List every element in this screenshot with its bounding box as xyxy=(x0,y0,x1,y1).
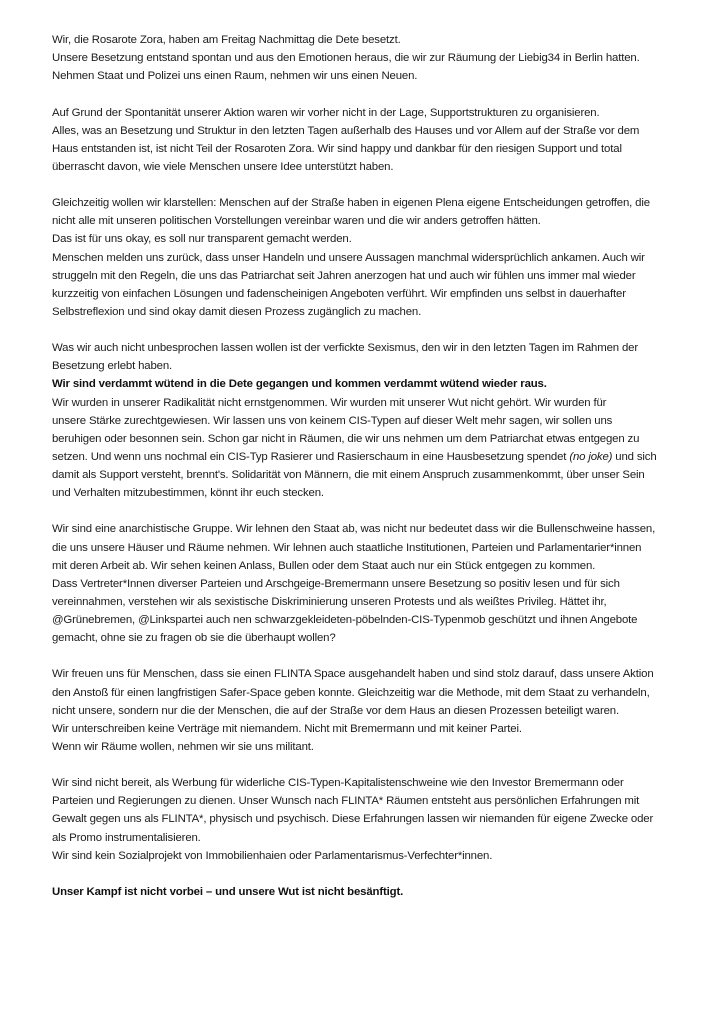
bold-statement: Wir sind verdammt wütend in die Dete gegangen und kommen verdammt wütend wieder raus. xyxy=(52,378,547,391)
text-line: und Verhalten mitzubestimmen, könnt ihr euch stecken. xyxy=(52,487,324,500)
paragraph-clarification xyxy=(52,194,692,321)
text-line: Haus entstanden ist, ist nicht Teil der Rosaroten Zora. Wir sind happy und dankbar für den riesigen Support und total xyxy=(52,142,622,155)
text-line: Das ist für uns okay, es soll nur transparent gemacht werden. xyxy=(52,233,352,246)
text-line: Wir, die Rosarote Zora, haben am Freitag Nachmittag die Dete besetzt. xyxy=(52,34,401,46)
text-line: struggeln mit den Regeln, die uns das Patriarchat seit Jahren anerzogen hat und auch wir fühlen uns immer mal wieder xyxy=(52,269,636,282)
text-line: Selbstreflexion und sind okay damit diesen Prozess zugänglich zu machen. xyxy=(52,305,422,318)
text-line: Parteien und Regierungen zu dienen. Unser Wunsch nach FLINTA* Räumen entsteht aus persönlichen Erfahrungen mit xyxy=(52,795,640,808)
italic-aside: (no joke) xyxy=(569,450,613,463)
text-line: nicht unsere, sondern nur die der Menschen, die auf der Straße vor dem Haus an diesen Prozessen beteiligt waren. xyxy=(52,704,619,717)
text-segment: und sich xyxy=(612,450,657,463)
text-line: vereinnahmen, verstehen wir als sexistische Diskriminierung unseren Protests und als weißtes Privileg. Hättet ihr, xyxy=(52,595,607,608)
text-line: Unsere Besetzung entstand spontan und aus den Emotionen heraus, die wir zur Räumung der Liebig34 in Berlin hatten. xyxy=(52,52,640,65)
text-segment: setzen. Und wenn uns nochmal ein CIS-Typ Rasierer und Rasierschaum in eine Hausbesetzung spendet xyxy=(52,450,570,463)
paragraph-sexism xyxy=(52,339,692,502)
text-line: Wir freuen uns für Menschen, dass sie einen FLINTA Space ausgehandelt haben und sind stolz darauf, dass unsere Aktion xyxy=(52,668,654,681)
text-line: Wir sind nicht bereit, als Werbung für widerliche CIS-Typen-Kapitalistenschweine wie den Investor Bremermann oder xyxy=(52,777,624,790)
text-line: Dass Vertreter*Innen diverser Parteien und Arschgeige-Bremermann unsere Besetzung so positiv lesen und für sich xyxy=(52,577,620,590)
text-line: Nehmen Staat und Polizei uns einen Raum, nehmen wir uns einen Neuen. xyxy=(52,70,418,83)
text-line: kurzzeitig von einfachen Lösungen und fadenscheinigen Angeboten verführt. Wir empfinden uns selbst in dauerhafter xyxy=(52,287,626,300)
text-line: Wir sind eine anarchistische Gruppe. Wir lehnen den Staat ab, was nicht nur bedeutet dass wir die Bullenschweine hassen, xyxy=(52,523,656,536)
paragraph-flinta-space xyxy=(52,665,692,756)
document-body xyxy=(52,31,692,919)
text-line: Menschen melden uns zurück, dass unser Handeln und unsere Aussagen manchmal widersprüchlich ankamen. Auch wir xyxy=(52,251,645,264)
paragraph-anarchist xyxy=(52,520,692,647)
paragraph-no-promo xyxy=(52,774,692,865)
text-line: Auf Grund der Spontanität unserer Aktion waren wir vorher nicht in der Lage, Supportstrukturen zu organisieren. xyxy=(52,106,600,119)
text-line: gemacht, ohne sie zu fragen ob sie die überhaupt wollen? xyxy=(52,632,336,645)
text-line: Gewalt gegen uns als FLINTA*, physisch und psychisch. Diese Erfahrungen lassen wir niemanden für eigene Zwecke oder xyxy=(52,813,654,826)
paragraph-closing xyxy=(52,883,692,901)
text-line: Wir sind kein Sozialprojekt von Immobilienhaien oder Parlamentarismus-Verfechter*innen. xyxy=(52,849,493,862)
paragraph-support xyxy=(52,104,692,177)
text-line: den Anstoß für einen langfristigen Safer-Space geben konnte. Gleichzeitig war die Methode, mit dem Staat zu verhandeln, xyxy=(52,686,650,699)
text-line: überrascht davon, wie viele Menschen unsere Idee unterstützt haben. xyxy=(52,160,394,173)
text-line: Alles, was an Besetzung und Struktur in den letzten Tagen außerhalb des Hauses und vor Allem auf der Straße vor dem xyxy=(52,124,640,137)
text-line: Wir unterschreiben keine Verträge mit niemandem. Nicht mit Bremermann und mit keiner Partei. xyxy=(52,722,522,735)
text-line: beruhigen oder besonnen sein. Schon gar nicht in Räumen, die wir uns nehmen um dem Patriarchat etwas entgegen zu xyxy=(52,432,640,445)
text-line: Wenn wir Räume wollen, nehmen wir sie uns militant. xyxy=(52,740,314,753)
paragraph-intro xyxy=(52,31,692,85)
text-line: mit deren Arbeit ab. Wir sehen keinen Anlass, Bullen oder dem Staat auch nur ein Stück entgegen zu kommen. xyxy=(52,559,596,572)
text-line: Besetzung erlebt haben. xyxy=(52,360,173,373)
text-line: Gleichzeitig wollen wir klarstellen: Menschen auf der Straße haben in eigenen Plena eigene Entscheidungen getroffen, die xyxy=(52,197,650,210)
text-line: @Grünebremen, @Linkspartei auch nen schwarzgekleideten-pöbelnden-CIS-Typenmob geschützt und ihnen Angebote xyxy=(52,614,638,626)
text-line: damit als Support versteht, brennt's. Solidarität von Männern, die mit einem Anspruch zusammenkommt, über unser Sein xyxy=(52,469,645,481)
text-line: die uns unsere Häuser und Räume nehmen. Wir lehnen auch staatliche Institutionen, Parteien und Parlamentarier*innen xyxy=(52,541,642,554)
text-line: unsere Stärke zurechtgewiesen. Wir lassen uns von keinem CIS-Typen auf dieser Welt mehr sagen, wir sollen uns xyxy=(52,414,613,427)
text-line: Wir wurden in unserer Radikalität nicht ernstgenommen. Wir wurden mit unserer Wut nicht gehört. Wir wurden für xyxy=(52,396,607,409)
text-line: Was wir auch nicht unbesprochen lassen wollen ist der verfickte Sexismus, den wir in den letzten Tagen im Rahmen der xyxy=(52,342,638,355)
closing-statement: Unser Kampf ist nicht vorbei – und unsere Wut ist nicht besänftigt. xyxy=(52,885,404,898)
text-line: nicht alle mit unseren politischen Vorstellungen vereinbar waren und die wir anders getroffen hätten. xyxy=(52,215,541,228)
text-line-with-italic xyxy=(52,448,692,466)
text-line: als Promo instrumentalisieren. xyxy=(52,831,201,844)
